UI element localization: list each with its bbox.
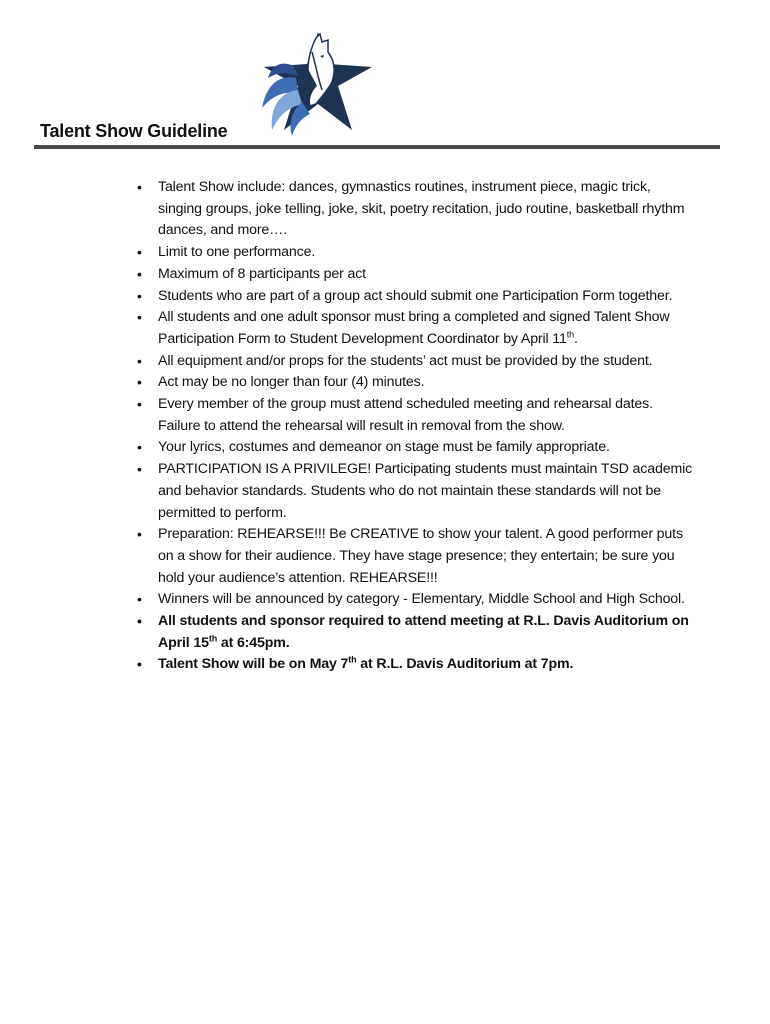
bullet-icon: • [137,613,142,630]
bullet-icon: • [137,352,142,369]
bullet-icon: • [137,287,142,304]
bullet-icon: • [137,309,142,326]
bullet-icon: • [137,461,142,478]
bullet-icon: • [137,244,142,261]
list-item: • Talent Show include: dances, gymnastics routines, instrument piece, magic trick, singing groups, joke telling, joke, skit, poetry recitation, judo routine, basketball rhythm dances, and more…. [137,179,685,239]
list-item-meeting: • All students and sponsor required to attend meeting at R.L. Davis Auditorium on April 15th at 6:45pm. [137,613,689,651]
list-item: • Your lyrics, costumes and demeanor on stage must be family appropriate. [134,437,694,459]
bullet-icon: • [137,591,142,608]
list-item: • Students who are part of a group act should submit one Participation Form together. [134,286,694,308]
list-item: • All students and one adult sponsor must bring a completed and signed Talent Show Participation Form to Student Development Coordinator by April 11th. [137,309,670,347]
bullet-icon: • [137,265,142,282]
list-item: • Act may be no longer than four (4) minutes. [134,372,694,394]
list-item: • Winners will be announced by category - Elementary, Middle School and High School. [134,589,694,611]
bullet-icon: • [137,526,142,543]
list-item: • Limit to one performance. [134,242,694,264]
bullet-icon: • [137,439,142,456]
list-item-show-date: • Talent Show will be on May 7th at R.L. Davis Auditorium at 7pm. [134,654,694,676]
list-item: • Every member of the group must attend scheduled meeting and rehearsal dates. Failure to attend the rehearsal will result in removal from the show. [137,396,653,434]
bullet-icon: • [137,179,142,195]
list-item: • Preparation: REHEARSE!!! Be CREATIVE to show your talent. A good performer puts on a show for their audience. They have stage presence; they entertain; be sure you hold your audience’s attention. REHEARSE!!! [137,526,683,586]
guideline-list [134,177,694,676]
list-item: • All equipment and/or props for the students’ act must be provided by the student. [134,351,694,373]
list-item: • PARTICIPATION IS A PRIVILEGE! Participating students must maintain TSD academic and behavior standards. Students who do not maintain these standards will not be permitted to perform. [137,461,693,521]
title-underline [34,145,720,149]
bullet-icon: • [137,374,142,391]
star-horse-mascot-logo [258,30,376,136]
list-item: • Maximum of 8 participants per act [134,264,694,286]
bullet-icon: • [137,656,142,673]
bullet-icon: • [137,396,142,413]
page-title: Talent Show Guideline [40,121,228,141]
